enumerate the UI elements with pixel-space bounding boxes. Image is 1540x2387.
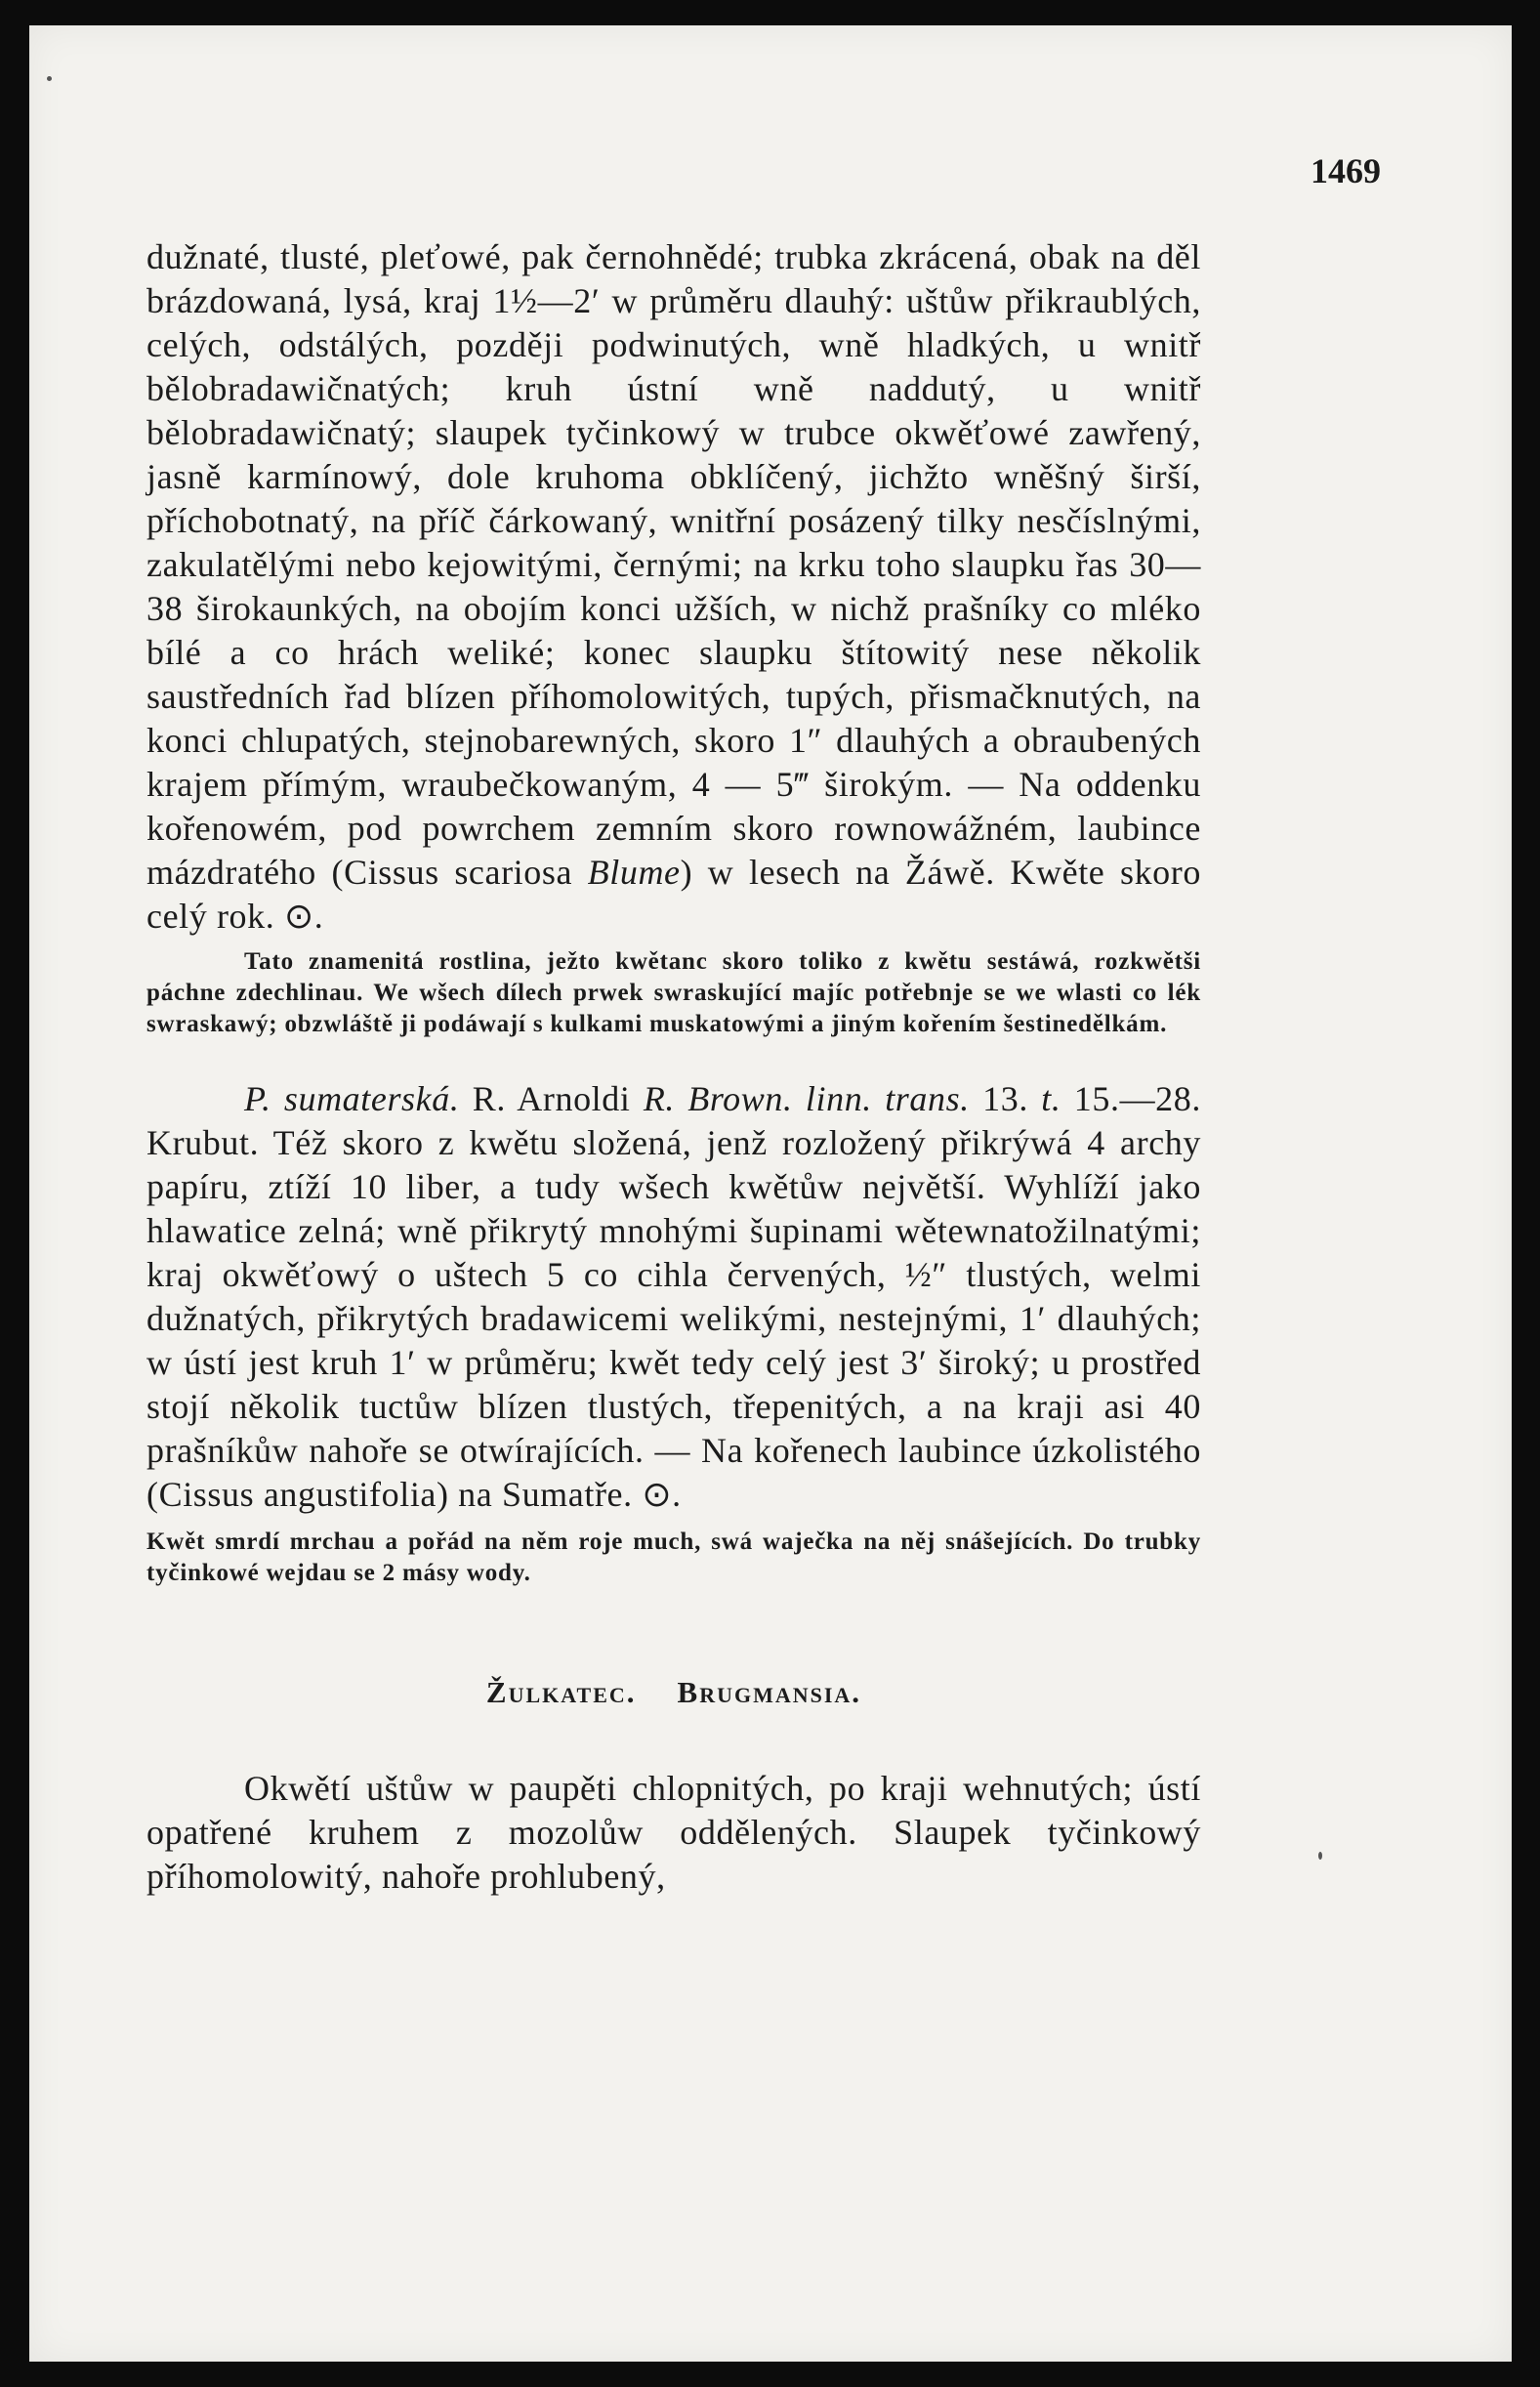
paragraph-text: dužnaté, tlusté, pleťowé, pak černohnědé; trubka zkrácená, obak na děl brázdowaná, lysá, kraj 1½—2′ w průměru dlauhý: uštůw přikraublých, celých, odstálých, později podwinutých, wně hladkých, u wnitř bělobradawičnatých; kruh ústní wně naddutý, u wnitř bělobradawičnatý; slaupek tyčinkowý w trubce okwěťowé zawřený, jasně karmínowý, dole kruhoma obklíčený, jichžto wněšný širší, příchobotnatý, na příč čárkowaný, wnitřní posázený tilky nesčíslnými, zakulatělými nebo kejowitými, černými; na krku toho slaupku řas 30—38 širokaunkých, na obojím konci užších, w nichž prašníky co mléko bílé a co hrách weliké; konec slaupku štítowitý nese několik saustředních řad blízen příhomolowitých, tupých, přismačknutých, na konci chlupatých, stejnobarewných, skoro 1″ dlauhých a obraubených krajem přímým, wraubečkowaným, 4 — 5‴ širokým. — Na oddenku kořenowém, pod powrchem zemním skoro rownowážném, laubince mázdratého (Cissus scariosa [146,237,1201,892]
paragraph-text-end: ) w lesech na Žáwě. Kwěte skoro celý rok. ⊙. [146,853,1201,936]
reference-author: R. Arnoldi [472,1079,631,1118]
section-heading [146,1675,1201,1710]
text-block-continuation [146,235,1201,939]
species-description: 15.—28. Krubut. Též skoro z kwětu složená, jenž rozložený přikrýwá 4 archy papíru, ztíží 10 liber, a tudy wšech kwětůw největší. Wyhlíží jako hlawatice zelná; wně přikrytý mnohými šupinami wětewnatožilnatými; kraj okwěťowý o uštech 5 co cihla červených, ½″ tlustých, welmi dužnatých, přikrytých bradawicemi welikými, nestejnými, 1′ dlauhých; w ústí jest kruh 1′ w průměru; kwět tedy celý jest 3′ široký; u prostřed stojí několik tuctůw blízen tlustých, třepenitých, a na kraji asi 40 prašníkůw nahoře se otwírajících. — Na kořenech laubince úzkolistého (Cissus angustifolia) na Sumatře. ⊙. [146,1079,1201,1514]
page-content [146,235,1201,1899]
footnote-remark: Tato znamenitá rostlina, ježto kwětanc skoro toliko z kwětu sestáwá, rozkwětši páchne zdechlinau. We wšech dílech prwek swraskující majíc potřebnje se we wlasti co lék swraskawý; obzwláště ji podáwají s kulkami muskatowými a jiným kořením šestinedělkám. [146,948,1201,1037]
genus-latin: Brugmansia. [677,1675,862,1709]
book-page [29,25,1512,2362]
genus-description: Okwětí uštůw w paupěti chlopnitých, po kraji wehnutých; ústí opatřené kruhem z mozolůw oddělených. Slaupek tyčinkowý příhomolowitý, nahoře prohlubený, [146,1769,1201,1896]
species-entry [146,1077,1201,1517]
speck [47,76,52,81]
reference-volume: 13. [982,1079,1028,1118]
reference-plate: t. [1041,1079,1061,1118]
author-citation: Blume [587,853,681,892]
speck [1318,1852,1322,1860]
genus-czech: Žulkatec. [485,1675,637,1709]
reference-work: R. Brown. linn. trans. [643,1079,970,1118]
species-remark: Kwět smrdí mrchau a pořád na něm roje much, swá waječka na něj snášejících. Do trubky tyčinkowé wejdau se 2 másy wody. [146,1529,1201,1586]
page-number: 1469 [1311,151,1381,190]
species-name: P. sumaterská. [244,1079,460,1118]
